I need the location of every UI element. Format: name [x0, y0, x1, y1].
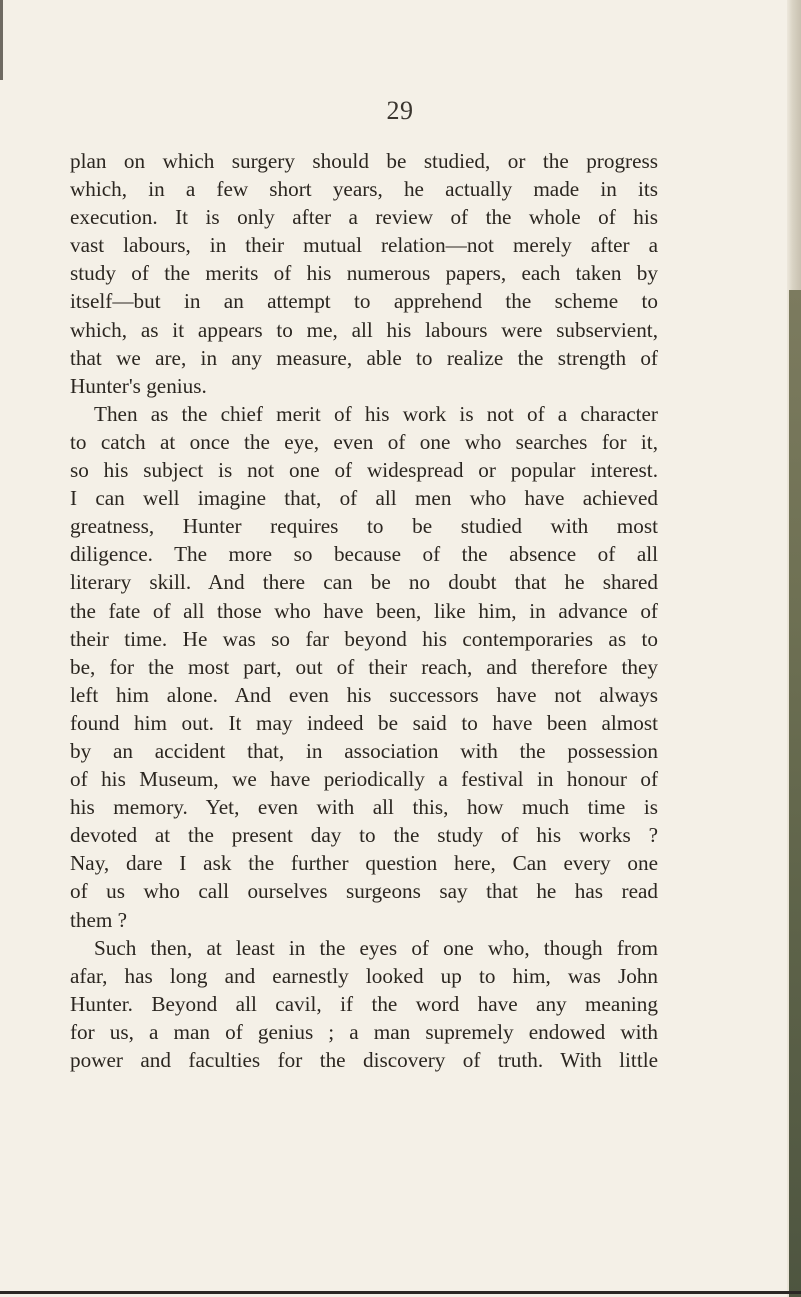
text-line: be, for the most part, out of their reach, and therefore they [70, 654, 658, 679]
body-text [70, 147, 658, 1074]
text-line: for us, a man of genius ; a man supremely endowed with [70, 1019, 658, 1044]
text-line: his memory. Yet, even with all this, how much time is [70, 795, 658, 820]
text-line: execution. It is only after a review of the whole of his [70, 205, 658, 230]
text-line: Nay, dare I ask the further question here, Can every one [70, 851, 658, 876]
text-line: literary skill. And there can be no doubt that he shared [70, 570, 658, 595]
text-line: which, in a few short years, he actually made in its [70, 177, 658, 202]
text-line: by an accident that, in association with the possession [70, 738, 658, 763]
text-line: Then as the chief merit of his work is not of a character [94, 401, 658, 426]
text-line: diligence. The more so because of the absence of all [70, 542, 658, 567]
text-line: so his subject is not one of widespread or popular interest. [70, 458, 658, 483]
text-line: plan on which surgery should be studied, or the progress [70, 149, 658, 173]
text-line: them ? [70, 907, 128, 932]
page-left-edge [0, 0, 3, 80]
text-line: left him alone. And even his successors have not always [70, 682, 658, 707]
text-line: study of the merits of his numerous papers, each taken by [70, 261, 658, 286]
text-line: Such then, at least in the eyes of one who, though from [94, 935, 658, 960]
text-line: their time. He was so far beyond his contemporaries as to [70, 626, 658, 651]
book-binding-edge [789, 290, 801, 1297]
text-line: devoted at the present day to the study of his works ? [70, 823, 658, 848]
page-bottom-edge [0, 1291, 801, 1294]
text-line: Hunter's genius. [70, 373, 207, 398]
text-line: greatness, Hunter requires to be studied with most [70, 514, 658, 539]
text-line: that we are, in any measure, able to realize the strength of [70, 345, 658, 370]
text-line: itself—but in an attempt to apprehend the scheme to [70, 289, 658, 314]
page-number: 29 [386, 96, 414, 125]
text-line: afar, has long and earnestly looked up to him, was John [70, 963, 658, 988]
text-line: of his Museum, we have periodically a festival in honour of [70, 767, 658, 792]
text-line: found him out. It may indeed be said to have been almost [70, 710, 658, 735]
text-line: the fate of all those who have been, like him, in advance of [70, 598, 658, 623]
text-line: Hunter. Beyond all cavil, if the word have any meaning [70, 991, 658, 1016]
text-line: I can well imagine that, of all men who have achieved [70, 486, 658, 511]
text-line: power and faculties for the discovery of truth. With little [70, 1048, 658, 1072]
text-line: of us who call ourselves surgeons say that he has read [70, 879, 658, 904]
text-line: which, as it appears to me, all his labours were subservient, [70, 317, 658, 342]
text-line: vast labours, in their mutual relation—not merely after a [70, 233, 658, 258]
text-line: to catch at once the eye, even of one who searches for it, [70, 429, 658, 454]
